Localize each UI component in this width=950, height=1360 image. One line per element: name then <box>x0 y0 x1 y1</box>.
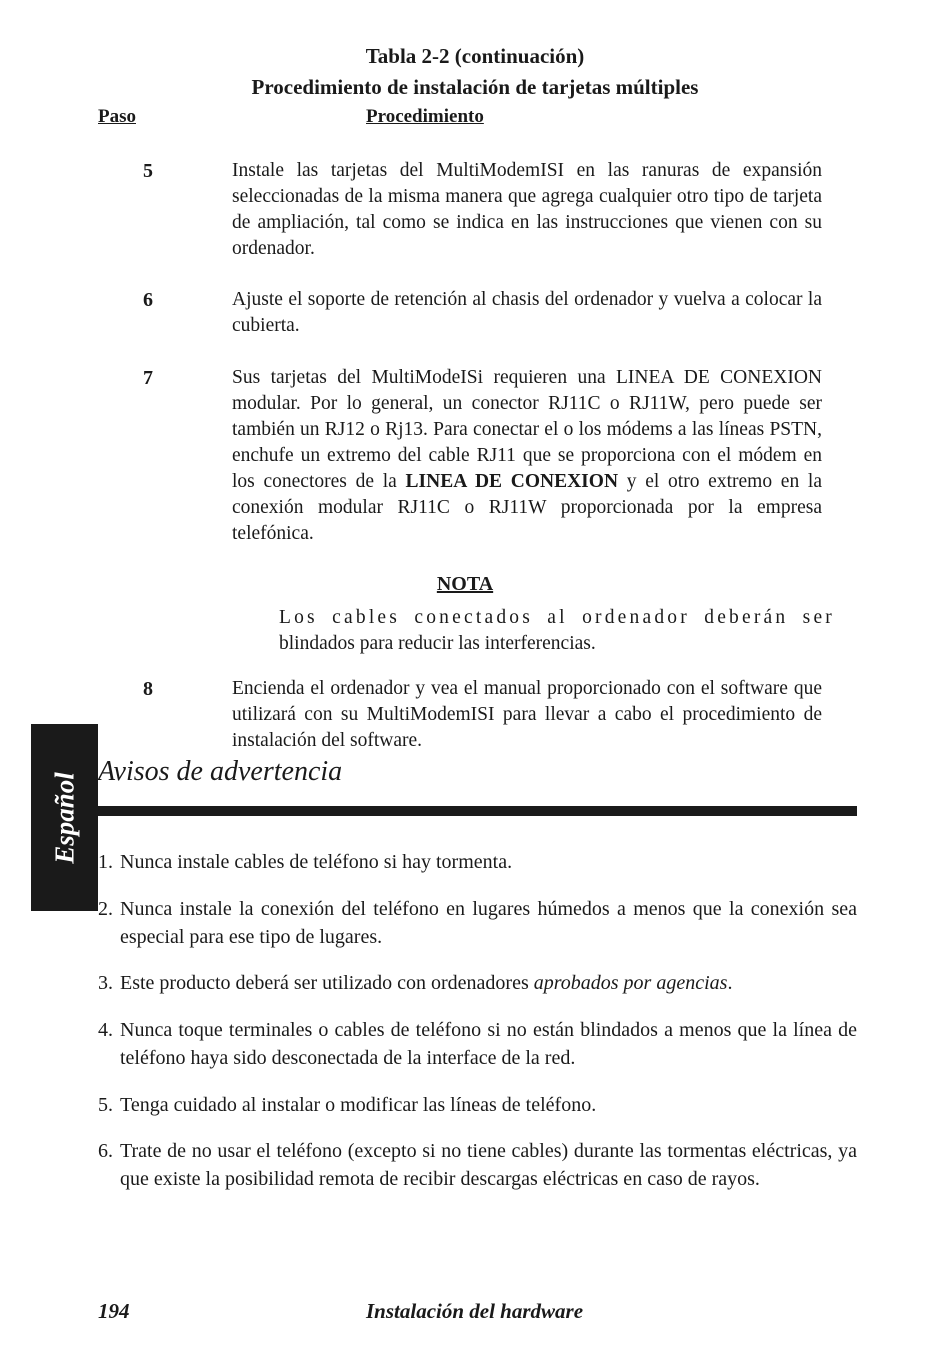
list-item: 3. Este producto deberá ser utilizado con ordenadores aprobados por agencias. <box>98 972 733 994</box>
note-title: NOTA <box>436 573 494 595</box>
note-line: blindados para reducir las interferencias. <box>279 633 596 654</box>
step-text: Sus tarjetas del MultiModeISi requieren una LINEA DE CONEXION modular. Por lo general, un conector RJ11C o RJ11W, pero puede ser también un RJ12 o Rj13. Para conectar el o los módems a las líneas PSTN, enchufe un extremo del cable RJ11 que se proporciona con el módem en los conectores de la LINEA DE CONEXION y el otro extremo en la conexión modular RJ11C o RJ11W proporcionada por la empresa telefónica. <box>232 367 822 544</box>
note-body <box>279 605 835 657</box>
emphasis-text: LINEA DE CONEXION <box>405 471 619 492</box>
step-text: Ajuste el soporte de retención al chasis del ordenador y vuelva a colocar la cubierta. <box>232 289 822 336</box>
list-item: 2. Nunca instale la conexión del teléfono en lugares húmedos a menos que la conexión sea especial para ese tipo de lugares. <box>98 898 857 948</box>
emphasis-text: aprobados por agencias <box>533 972 728 994</box>
table-title: Tabla 2-2 (continuación) <box>365 44 585 68</box>
step-text: Instale las tarjetas del MultiModemISI en las ranuras de expansión seleccionadas de la misma manera que agrega cualquier otro tipo de tarjeta de ampliación, tal como se indica en las instrucciones que vienen con su ordenador. <box>232 160 822 259</box>
note-line: Los cables conectados al ordenador deberán ser <box>279 607 835 628</box>
column-header-step: Paso <box>98 106 136 127</box>
step-number: 7 <box>143 367 153 389</box>
table-subtitle: Procedimiento de instalación de tarjetas múltiples <box>251 75 699 99</box>
section-divider <box>98 806 857 816</box>
column-header-procedure: Procedimiento <box>366 106 484 127</box>
running-footer-title: Instalación del hardware <box>366 1299 584 1323</box>
side-tab-label: Español <box>49 771 79 864</box>
page-number: 194 <box>98 1299 130 1323</box>
section-title: Avisos de advertencia <box>98 756 343 787</box>
list-item: 4. Nunca toque terminales o cables de teléfono si no están blindados a menos que la línea de teléfono haya sido desconectada de la interface de la red. <box>98 1019 857 1069</box>
step-number: 5 <box>143 160 153 182</box>
list-item: 6. Trate de no usar el teléfono (excepto si no tiene cables) durante las tormentas eléctricas, ya que existe la posibilidad remota de recibir descargas eléctricas en caso de rayos. <box>98 1140 857 1190</box>
list-item: 5. Tenga cuidado al instalar o modificar las líneas de teléfono. <box>98 1094 597 1116</box>
list-item: 1. Nunca instale cables de teléfono si hay tormenta. <box>98 851 513 873</box>
step-number: 8 <box>143 678 153 700</box>
language-side-tab <box>31 724 98 911</box>
step-text: Encienda el ordenador y vea el manual proporcionado con el software que utilizará con su MultiModemISI para llevar a cabo el procedimiento de instalación del software. <box>232 678 822 751</box>
step-number: 6 <box>143 289 153 311</box>
